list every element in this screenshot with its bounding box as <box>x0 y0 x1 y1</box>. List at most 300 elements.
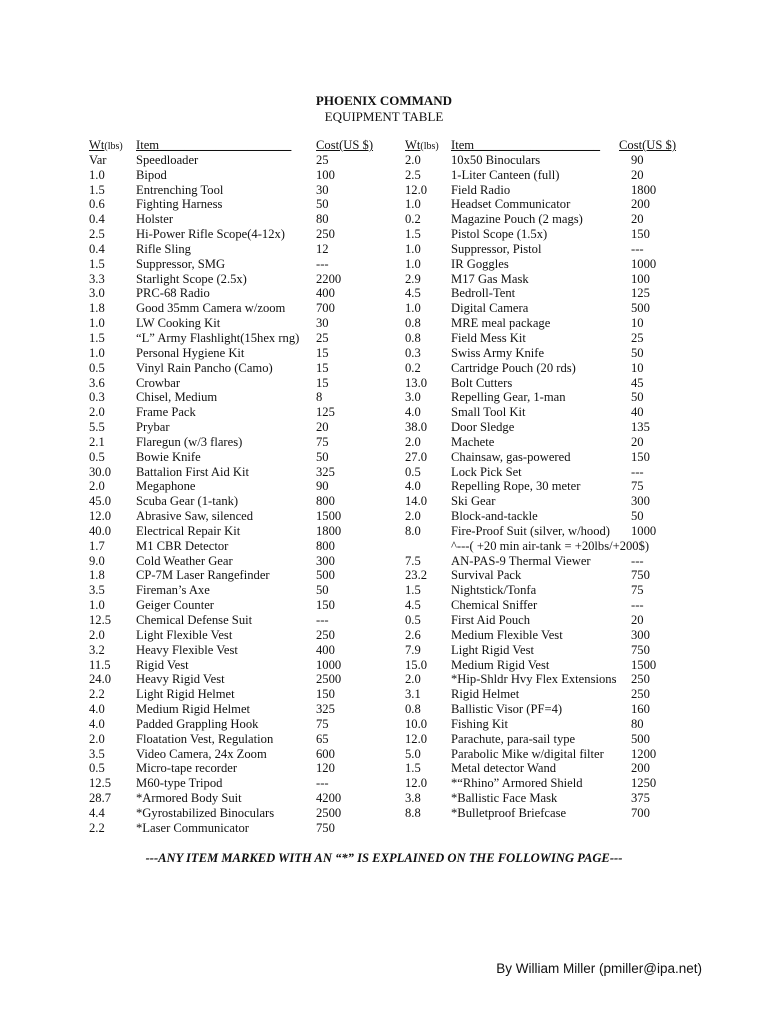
table-row <box>89 821 399 836</box>
item-name: Light Flexible Vest <box>136 627 233 642</box>
item-weight: 8.0 <box>405 523 421 538</box>
table-row <box>89 568 399 583</box>
item-weight: 2.0 <box>405 152 421 167</box>
item-name: Block-and-tackle <box>451 509 538 524</box>
footnote: ---ANY ITEM MARKED WITH AN “*” IS EXPLAINED ON THE FOLLOWING PAGE--- <box>145 851 623 865</box>
item-cost: --- <box>631 598 644 613</box>
item-weight: 12.0 <box>405 776 428 791</box>
table-row <box>89 806 399 821</box>
item-weight: 2.0 <box>89 479 105 494</box>
table-row <box>89 524 399 539</box>
item-name: Chemical Sniffer <box>451 598 538 613</box>
item-cost: 2200 <box>316 271 342 286</box>
table-row <box>89 747 399 762</box>
item-weight: 12.0 <box>405 731 428 746</box>
item-cost: 200 <box>631 197 650 212</box>
equipment-rows-right <box>405 153 695 821</box>
table-row <box>405 494 695 509</box>
cost-header: Cost(US $) <box>619 138 677 152</box>
item-weight: 1.5 <box>89 330 105 345</box>
item-weight: 0.6 <box>89 197 105 212</box>
item-cost: 40 <box>631 405 644 420</box>
table-row <box>89 197 399 212</box>
table-row <box>405 524 695 539</box>
equipment-column-right <box>405 138 695 821</box>
item-name: *Gyrostabilized Binoculars <box>136 805 275 820</box>
item-name: Metal detector Wand <box>451 761 557 776</box>
item-name: Vinyl Rain Pancho (Camo) <box>136 360 273 375</box>
item-name: Magazine Pouch (2 mags) <box>451 212 583 227</box>
item-name: Suppressor, SMG <box>136 256 226 271</box>
item-cost: 75 <box>631 583 644 598</box>
item-cost: 45 <box>631 375 644 390</box>
table-row <box>89 242 399 257</box>
item-weight: 1.5 <box>89 256 105 271</box>
item-name: Parabolic Mike w/digital filter <box>451 746 604 761</box>
item-name: Heavy Rigid Vest <box>136 672 225 687</box>
item-name: Swiss Army Knife <box>451 345 545 360</box>
item-cost: 500 <box>631 301 650 316</box>
item-name: Door Sledge <box>451 420 515 435</box>
item-cost: 20 <box>631 212 644 227</box>
table-row <box>405 479 695 494</box>
table-row <box>405 257 695 272</box>
item-name: M1 CBR Detector <box>136 538 229 553</box>
table-row <box>89 479 399 494</box>
item-weight: Var <box>89 152 107 167</box>
item-weight: 2.0 <box>405 509 421 524</box>
weight-header: Wt(lbs) <box>405 138 439 152</box>
item-cost: 250 <box>316 227 335 242</box>
table-row <box>405 272 695 287</box>
item-cost: 75 <box>316 434 329 449</box>
item-cost: 50 <box>631 390 644 405</box>
item-cost: 20 <box>631 613 644 627</box>
item-name: Frame Pack <box>136 405 196 420</box>
item-cost: 325 <box>316 702 335 717</box>
item-cost: 125 <box>631 286 650 301</box>
table-row <box>89 153 399 168</box>
item-weight: 0.4 <box>89 212 105 227</box>
item-weight: 4.0 <box>89 716 105 731</box>
item-cost: 100 <box>316 167 335 182</box>
item-name: Bedroll-Tent <box>451 286 516 301</box>
table-row <box>405 316 695 331</box>
item-cost: 8 <box>316 390 323 405</box>
item-name: Rifle Sling <box>136 241 191 256</box>
item-cost: 50 <box>316 583 329 598</box>
item-name: IR Goggles <box>451 256 509 271</box>
item-name: Ballistic Visor (PF=4) <box>451 702 563 717</box>
table-row <box>405 183 695 198</box>
item-cost: 500 <box>316 568 335 583</box>
item-name: Flaregun (w/3 flares) <box>136 434 243 449</box>
table-row <box>405 331 695 346</box>
item-cost: 300 <box>316 553 335 568</box>
table-row <box>405 613 695 628</box>
item-weight: 5.0 <box>405 746 421 761</box>
author-byline: By William Miller (pmiller@ipa.net) <box>496 961 702 976</box>
item-name: Medium Rigid Vest <box>451 657 550 672</box>
item-weight: 3.5 <box>89 746 105 761</box>
item-cost: 20 <box>631 167 644 182</box>
item-weight: 0.2 <box>405 212 421 227</box>
table-row <box>89 687 399 702</box>
item-weight: 2.9 <box>405 271 421 286</box>
item-weight: 1.5 <box>89 182 105 197</box>
item-name: Megaphone <box>136 479 196 494</box>
item-name: Personal Hygiene Kit <box>136 345 245 360</box>
item-name: MRE meal package <box>451 316 551 331</box>
item-weight: 1.5 <box>405 761 421 776</box>
item-name: Light Rigid Vest <box>451 642 535 657</box>
item-name: Fishing Kit <box>451 716 509 731</box>
table-row <box>89 168 399 183</box>
item-weight: 1.7 <box>89 538 105 553</box>
table-row <box>405 301 695 316</box>
item-cost: --- <box>316 613 329 627</box>
item-name: Holster <box>136 212 174 227</box>
item-name: *Hip-Shldr Hvy Flex Extensions <box>451 672 617 687</box>
item-cost: 1800 <box>316 523 342 538</box>
item-name: Cartridge Pouch (20 rds) <box>451 360 576 375</box>
item-cost: 400 <box>316 642 335 657</box>
item-cost: 50 <box>631 345 644 360</box>
item-name: Chisel, Medium <box>136 390 218 405</box>
item-weight: 2.0 <box>89 627 105 642</box>
table-row <box>405 643 695 658</box>
table-row <box>405 791 695 806</box>
item-cost: 25 <box>631 330 644 345</box>
table-row <box>89 776 399 791</box>
item-weight: 2.0 <box>405 434 421 449</box>
item-name: Chemical Defense Suit <box>136 613 253 627</box>
item-name: “L” Army Flashlight(15hex rng) <box>136 330 300 345</box>
item-cost: 160 <box>631 702 650 717</box>
item-name: Parachute, para-sail type <box>451 731 576 746</box>
item-weight: 3.2 <box>89 642 105 657</box>
item-cost: 750 <box>631 568 650 583</box>
table-row <box>405 598 695 613</box>
table-row <box>89 583 399 598</box>
item-name: Micro-tape recorder <box>136 761 238 776</box>
item-weight: 30.0 <box>89 464 112 479</box>
table-row <box>89 420 399 435</box>
item-cost: 250 <box>631 687 650 702</box>
item-weight: 0.5 <box>89 360 105 375</box>
table-row <box>405 227 695 242</box>
table-note-row <box>405 539 695 554</box>
item-weight: 2.5 <box>89 227 105 242</box>
item-name: Medium Rigid Helmet <box>136 702 251 717</box>
table-row <box>89 361 399 376</box>
table-row <box>405 361 695 376</box>
item-cost: 15 <box>316 345 329 360</box>
item-cost: 1800 <box>631 182 657 197</box>
item-name: Survival Pack <box>451 568 522 583</box>
item-name: Good 35mm Camera w/zoom <box>136 301 286 316</box>
table-row <box>405 554 695 569</box>
item-name: *“Rhino” Armored Shield <box>451 776 583 791</box>
item-cost: 325 <box>316 464 335 479</box>
column-header-row <box>89 138 399 153</box>
item-weight: 3.5 <box>89 583 105 598</box>
item-weight: 4.0 <box>89 702 105 717</box>
item-weight: 0.8 <box>405 330 421 345</box>
item-cost: --- <box>316 776 329 791</box>
table-row <box>89 301 399 316</box>
table-row <box>405 450 695 465</box>
table-row <box>89 791 399 806</box>
item-name: Electrical Repair Kit <box>136 523 241 538</box>
item-weight: 0.8 <box>405 702 421 717</box>
table-row <box>89 346 399 361</box>
item-name: Suppressor, Pistol <box>451 241 542 256</box>
item-cost: 50 <box>316 197 329 212</box>
item-cost: 30 <box>316 316 329 331</box>
item-weight: 2.0 <box>89 405 105 420</box>
item-weight: 3.3 <box>89 271 105 286</box>
item-cost: 20 <box>316 420 329 435</box>
item-weight: 1.0 <box>89 167 105 182</box>
item-cost: 25 <box>316 152 329 167</box>
table-row <box>405 702 695 717</box>
item-name: Fighting Harness <box>136 197 223 212</box>
item-cost: 250 <box>316 627 335 642</box>
equipment-column-left <box>89 138 399 836</box>
item-weight: 4.0 <box>405 405 421 420</box>
item-name: Medium Flexible Vest <box>451 627 563 642</box>
item-name: Entrenching Tool <box>136 182 224 197</box>
table-row <box>89 272 399 287</box>
item-cost: 120 <box>316 761 335 776</box>
item-cost: 125 <box>316 405 335 420</box>
item-cost: 1000 <box>631 523 657 538</box>
item-cost: 200 <box>631 761 650 776</box>
item-cost: 25 <box>316 330 329 345</box>
table-row <box>405 658 695 673</box>
item-cost: 50 <box>631 509 644 524</box>
item-cost: 15 <box>316 360 329 375</box>
item-cost: 20 <box>631 434 644 449</box>
item-cost: 2500 <box>316 672 342 687</box>
item-cost: 1500 <box>631 657 657 672</box>
item-cost: 80 <box>316 212 329 227</box>
row-note: ^---( +20 min air-tank = +20lbs/+200$) <box>451 538 650 553</box>
table-row <box>405 376 695 391</box>
item-weight: 0.4 <box>89 241 105 256</box>
item-cost: 10 <box>631 360 644 375</box>
item-weight: 10.0 <box>405 716 428 731</box>
item-weight: 7.5 <box>405 553 421 568</box>
item-cost: 700 <box>631 805 650 820</box>
item-cost: 1500 <box>316 509 342 524</box>
item-cost: 150 <box>316 598 335 613</box>
table-row <box>405 465 695 480</box>
item-name: Field Mess Kit <box>451 330 526 345</box>
item-cost: 300 <box>631 627 650 642</box>
table-row <box>89 450 399 465</box>
item-name: Lock Pick Set <box>451 464 522 479</box>
table-row <box>89 643 399 658</box>
item-name: Repelling Rope, 30 meter <box>451 479 581 494</box>
table-row <box>89 257 399 272</box>
item-name: Chainsaw, gas-powered <box>451 449 571 464</box>
item-name: Abrasive Saw, silenced <box>136 509 254 524</box>
item-name: Cold Weather Gear <box>136 553 233 568</box>
table-row <box>89 390 399 405</box>
table-row <box>89 554 399 569</box>
item-weight: 3.1 <box>405 687 421 702</box>
item-name: Speedloader <box>136 152 199 167</box>
table-row <box>89 465 399 480</box>
table-row <box>405 346 695 361</box>
item-weight: 1.8 <box>89 568 105 583</box>
item-weight: 2.2 <box>89 687 105 702</box>
item-name: M60-type Tripod <box>136 776 223 791</box>
table-row <box>89 494 399 509</box>
table-row <box>89 376 399 391</box>
item-cost: 700 <box>316 301 335 316</box>
item-cost: 100 <box>631 271 650 286</box>
table-row <box>89 435 399 450</box>
table-row <box>405 717 695 732</box>
item-cost: 750 <box>316 820 335 835</box>
item-cost: 30 <box>316 182 329 197</box>
table-row <box>405 672 695 687</box>
item-weight: 1.8 <box>89 301 105 316</box>
item-weight: 1.0 <box>89 598 105 613</box>
table-row <box>405 568 695 583</box>
item-name: *Laser Communicator <box>136 820 249 835</box>
item-weight: 0.3 <box>405 345 421 360</box>
table-row <box>405 153 695 168</box>
item-weight: 12.5 <box>89 776 112 791</box>
table-row <box>89 761 399 776</box>
item-name: *Bulletproof Briefcase <box>451 805 567 820</box>
item-weight: 45.0 <box>89 494 112 509</box>
item-name: Light Rigid Helmet <box>136 687 235 702</box>
table-row <box>405 747 695 762</box>
item-weight: 0.3 <box>89 390 105 405</box>
item-name: Pistol Scope (1.5x) <box>451 227 548 242</box>
item-name: Digital Camera <box>451 301 529 316</box>
item-weight: 1.5 <box>405 227 421 242</box>
item-header: Item_____________________ <box>136 138 292 152</box>
item-cost: 4200 <box>316 791 342 806</box>
item-weight: 1.5 <box>405 583 421 598</box>
item-name: Small Tool Kit <box>451 405 526 420</box>
item-cost: 500 <box>631 731 650 746</box>
item-cost: 150 <box>631 449 650 464</box>
item-name: Bipod <box>136 167 167 182</box>
table-row <box>89 732 399 747</box>
cost-header: Cost(US $) <box>316 138 374 152</box>
item-weight: 1.0 <box>405 241 421 256</box>
item-name: 1-Liter Canteen (full) <box>451 167 560 182</box>
table-row <box>405 628 695 643</box>
table-row <box>89 286 399 301</box>
item-weight: 27.0 <box>405 449 428 464</box>
table-row <box>405 435 695 450</box>
item-weight: 11.5 <box>89 657 111 672</box>
item-name: LW Cooking Kit <box>136 316 221 331</box>
table-row <box>405 687 695 702</box>
table-row <box>89 331 399 346</box>
item-weight: 38.0 <box>405 420 428 435</box>
item-cost: 90 <box>631 152 644 167</box>
item-weight: 13.0 <box>405 375 428 390</box>
item-name: Rigid Helmet <box>451 687 520 702</box>
table-row <box>89 672 399 687</box>
item-weight: 2.6 <box>405 627 421 642</box>
item-name: 10x50 Binoculars <box>451 152 541 167</box>
item-weight: 4.5 <box>405 598 421 613</box>
item-header: Item____________________ <box>451 138 601 152</box>
item-name: Geiger Counter <box>136 598 214 613</box>
item-name: Hi-Power Rifle Scope(4-12x) <box>136 227 285 242</box>
equipment-rows-left <box>89 153 399 836</box>
item-name: M17 Gas Mask <box>451 271 529 286</box>
item-weight: 1.0 <box>89 316 105 331</box>
item-name: Machete <box>451 434 495 449</box>
item-weight: 14.0 <box>405 494 428 509</box>
table-row <box>89 658 399 673</box>
table-row <box>405 286 695 301</box>
item-name: First Aid Pouch <box>451 613 531 627</box>
table-row <box>405 242 695 257</box>
item-cost: --- <box>316 256 329 271</box>
item-weight: 0.5 <box>89 761 105 776</box>
table-row <box>405 197 695 212</box>
item-cost: 15 <box>316 375 329 390</box>
item-weight: 2.2 <box>89 820 105 835</box>
item-weight: 2.1 <box>89 434 105 449</box>
item-name: Battalion First Aid Kit <box>136 464 249 479</box>
item-cost: 80 <box>631 716 644 731</box>
item-cost: 300 <box>631 494 650 509</box>
item-weight: 0.8 <box>405 316 421 331</box>
item-weight: 1.0 <box>405 256 421 271</box>
item-weight: 23.2 <box>405 568 428 583</box>
item-cost: 150 <box>631 227 650 242</box>
item-weight: 2.0 <box>405 672 421 687</box>
item-name: Headset Communicator <box>451 197 571 212</box>
item-cost: --- <box>631 241 644 256</box>
item-weight: 4.5 <box>405 286 421 301</box>
item-weight: 0.5 <box>405 464 421 479</box>
table-row <box>89 183 399 198</box>
item-weight: 40.0 <box>89 523 112 538</box>
table-row <box>405 776 695 791</box>
table-row <box>405 583 695 598</box>
column-header-row <box>405 138 695 153</box>
item-name: Rigid Vest <box>136 657 189 672</box>
item-cost: 1250 <box>631 776 657 791</box>
item-cost: 75 <box>631 479 644 494</box>
item-cost: 135 <box>631 420 650 435</box>
item-name: *Armored Body Suit <box>136 791 242 806</box>
table-row <box>89 598 399 613</box>
item-weight: 1.0 <box>89 345 105 360</box>
item-cost: 12 <box>316 241 329 256</box>
item-weight: 1.0 <box>405 197 421 212</box>
item-cost: 75 <box>316 716 329 731</box>
item-name: Field Radio <box>451 182 511 197</box>
item-name: *Ballistic Face Mask <box>451 791 558 806</box>
item-name: Heavy Flexible Vest <box>136 642 238 657</box>
item-name: PRC-68 Radio <box>136 286 210 301</box>
